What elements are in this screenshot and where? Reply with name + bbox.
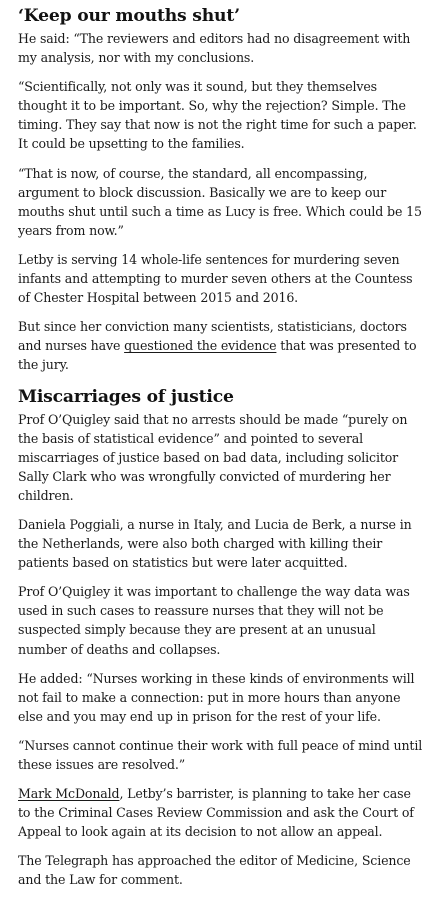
- paragraph: Letby is serving 14 whole-life sentences for murdering seven infants and attempting to murder seven others at the Countess of Chester Hospital between 2015 and 2016.: [18, 251, 413, 306]
- paragraph: He said: “The reviewers and editors had no disagreement with my analysis, nor with my conclusions.: [18, 31, 411, 66]
- paragraph-text: , Letby’s barrister, is planning to take her case to the Criminal Cases Review Commission and ask the Court of Appeal to look again at its decision to not allow an appeal.: [18, 786, 414, 840]
- section-heading-keep-our-mouths-shut: ‘Keep our mouths shut’: [18, 6, 240, 26]
- paragraph: “Scientifically, not only was it sound, but they themselves thought it to be important. So, why the rejection? Simple. The timing. They say that now is not the right time for such a paper. It could be upsetting to the families.: [18, 79, 417, 152]
- paragraph: Prof O’Quigley it was important to challenge the way data was used in such cases to reassure nurses that they will not be suspected simply because they are present at an unusual number of deaths and collapses.: [18, 584, 410, 657]
- paragraph: “That is now, of course, the standard, all encompassing, argument to block discussion. Basically we are to keep our mouths shut until such a time as Lucy is free. Which could be 15 years from now.”: [18, 165, 422, 238]
- paragraph: He added: “Nurses working in these kinds of environments will not fail to make a connection: put in more hours than anyone else and you may end up in prison for the rest of your life.: [18, 670, 415, 724]
- paragraph: Prof O’Quigley said that no arrests should be made “purely on the basis of statistical evidence” and pointed to several miscarriages of justice based on bad data, including solicitor Sally Clark who was wrongfully convicted of murdering her children.: [18, 411, 408, 503]
- paragraph-barrister: [18, 784, 424, 841]
- questioned-evidence-link[interactable]: questioned the evidence: [124, 338, 277, 354]
- mark-mcdonald-link[interactable]: Mark McDonald: [18, 786, 120, 802]
- paragraph-text: But since her conviction many scientists, statisticians, doctors and nurses have: [18, 319, 407, 354]
- paragraph: Daniela Poggiali, a nurse in Italy, and Lucia de Berk, a nurse in the Netherlands, were also both charged with killing their patients based on statistics but were later acquitted.: [18, 516, 412, 571]
- paragraph: “Nurses cannot continue their work with full peace of mind until these issues are resolved.”: [18, 737, 423, 772]
- paragraph-questioned-evidence: [18, 317, 424, 374]
- paragraph-closing: The Telegraph has approached the editor of Medicine, Science and the Law for comment.: [18, 853, 411, 888]
- paragraph-text: that was presented to the jury.: [18, 338, 417, 373]
- section-heading-miscarriages-of-justice: Miscarriages of justice: [18, 386, 234, 407]
- section-miscarriages: [18, 387, 424, 890]
